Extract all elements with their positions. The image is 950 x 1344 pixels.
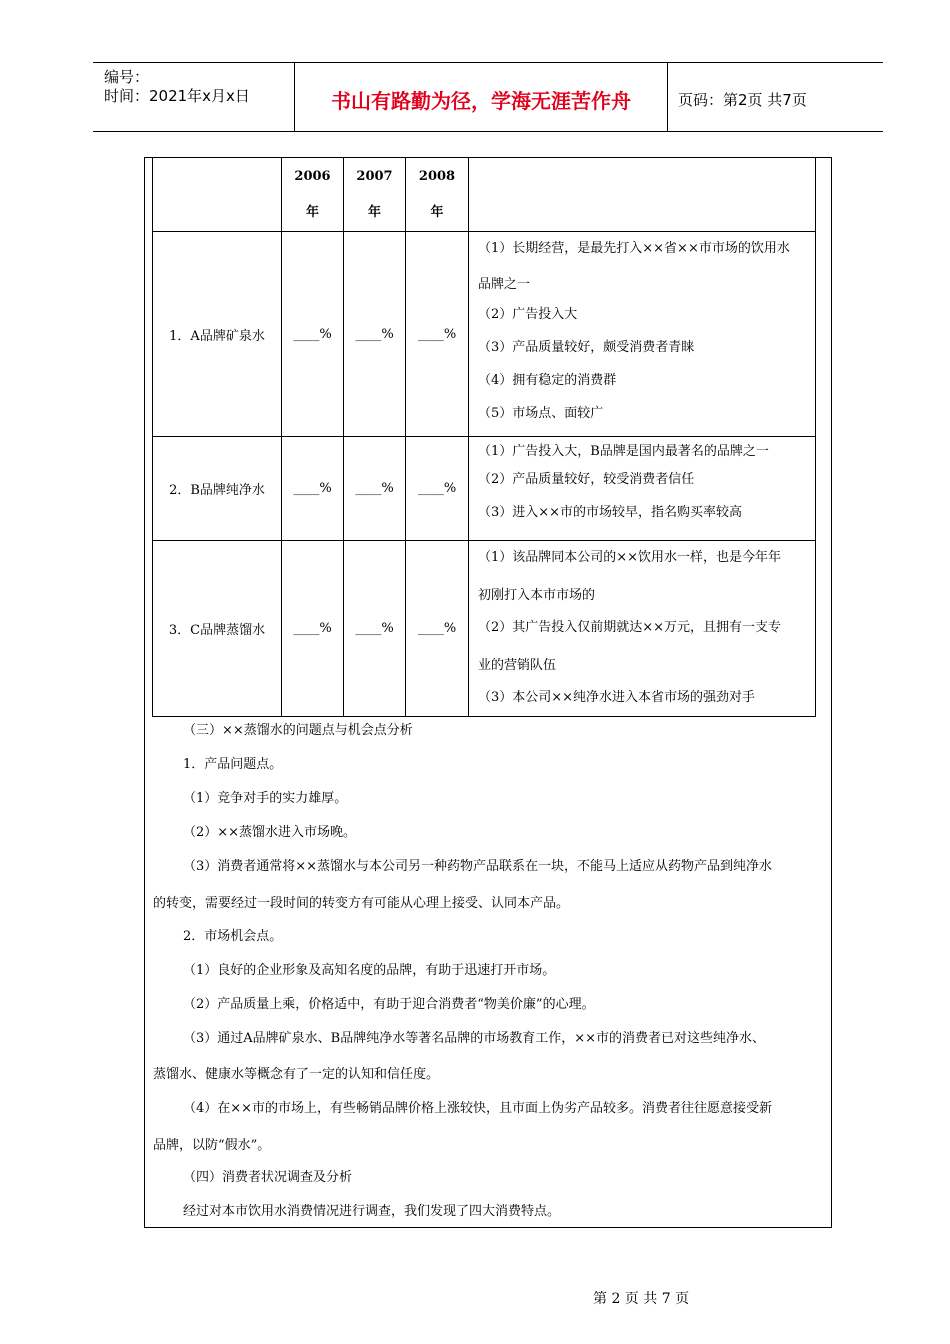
paragraph: （4）在××市的市场上，有些畅销品牌价格上涨较快，且市面上伪劣产品较多。消费者往往愿意接受新 [183, 1101, 773, 1116]
share-cell: ____% [406, 541, 469, 717]
note-line: （2）广告投入大 [478, 307, 578, 322]
section-heading: （三）××蒸馏水的问题点与机会点分析 [183, 723, 413, 738]
document-time-label: 时间：2021年x月x日 [104, 87, 250, 105]
header-info-cell [93, 63, 295, 131]
share-cell: ____% [344, 437, 406, 541]
header-motto-cell [295, 63, 668, 131]
paragraph: （3）消费者通常将××蒸馏水与本公司另一种药物产品联系在一块，不能马上适应从药物产品到纯净水 [183, 859, 773, 874]
year-header: 2006 年 [282, 158, 344, 232]
note-line: （2）其广告投入仅前期就达××万元，且拥有一支专 [478, 620, 782, 635]
share-cell: ____% [282, 437, 344, 541]
table-row [153, 437, 816, 541]
brand-name: 2．B品牌纯净水 [153, 437, 282, 541]
note-line: （1）该品牌同本公司的××饮用水一样，也是今年年 [478, 550, 782, 565]
header-page-cell [668, 63, 883, 131]
document-number-label: 编号： [104, 68, 150, 86]
header-page-label: 页码：第2页 共7页 [678, 91, 807, 109]
notes-header-cell [469, 158, 816, 232]
paragraph: 品牌，以防“假水”。 [153, 1138, 271, 1153]
sub-heading: 1．产品问题点。 [183, 757, 283, 772]
paragraph: （2）××蒸馏水进入市场晚。 [183, 825, 357, 840]
note-line: 品牌之一 [478, 277, 531, 292]
header-motto: 书山有路勤为径，学海无涯苦作舟 [331, 89, 631, 113]
note-line: （3）进入××市的市场较早，指名购买率较高 [478, 505, 743, 520]
note-line: （2）产品质量较好，较受消费者信任 [478, 472, 695, 487]
note-line: （4）拥有稳定的消费群 [478, 373, 617, 388]
table-row [153, 541, 816, 717]
table-header-row [153, 158, 816, 232]
brand-name: 1．A品牌矿泉水 [153, 232, 282, 437]
paragraph: 经过对本市饮用水消费情况进行调查，我们发现了四大消费特点。 [183, 1204, 561, 1219]
paragraph: （1）竞争对手的实力雄厚。 [183, 791, 348, 806]
section-heading: （四）消费者状况调查及分析 [183, 1170, 353, 1185]
brand-notes [469, 232, 816, 437]
note-line: （3）本公司××纯净水进入本省市场的强劲对手 [478, 690, 756, 705]
share-cell: ____% [282, 232, 344, 437]
share-cell: ____% [344, 541, 406, 717]
note-line: （1）长期经营，是最先打入××省××市市场的饮用水 [478, 241, 790, 256]
share-cell: ____% [406, 232, 469, 437]
note-line: 业的营销队伍 [478, 658, 557, 673]
sub-heading: 2．市场机会点。 [183, 929, 283, 944]
share-cell: ____% [344, 232, 406, 437]
share-cell: ____% [406, 437, 469, 541]
paragraph: 的转变，需要经过一段时间的转变方有可能从心理上接受、认同本产品。 [153, 896, 570, 911]
table-row [153, 232, 816, 437]
brand-notes [469, 541, 816, 717]
paragraph: （2）产品质量上乘，价格适中，有助于迎合消费者“物美价廉”的心理。 [183, 997, 595, 1012]
share-cell: ____% [282, 541, 344, 717]
competitor-table [152, 157, 816, 717]
page-footer: 第 2 页 共 7 页 [593, 1291, 690, 1307]
brand-notes [469, 437, 816, 541]
paragraph: （3）通过A品牌矿泉水、B品牌纯净水等著名品牌的市场教育工作，××市的消费者已对这些纯净水、 [183, 1031, 765, 1046]
page-header [93, 62, 883, 132]
year-header: 2007 年 [344, 158, 406, 232]
paragraph: （1）良好的企业形象及高知名度的品牌，有助于迅速打开市场。 [183, 963, 556, 978]
brand-name: 3．C品牌蒸馏水 [153, 541, 282, 717]
note-line: （3）产品质量较好，颇受消费者青睐 [478, 340, 695, 355]
note-line: （1）广告投入大，B品牌是国内最著名的品牌之一 [478, 444, 769, 459]
paragraph: 蒸馏水、健康水等概念有了一定的认知和信任度。 [153, 1067, 440, 1082]
note-line: （5）市场点、面较广 [478, 406, 604, 421]
year-header: 2008 年 [406, 158, 469, 232]
table-corner-cell [153, 158, 282, 232]
note-line: 初刚打入本市市场的 [478, 588, 596, 603]
